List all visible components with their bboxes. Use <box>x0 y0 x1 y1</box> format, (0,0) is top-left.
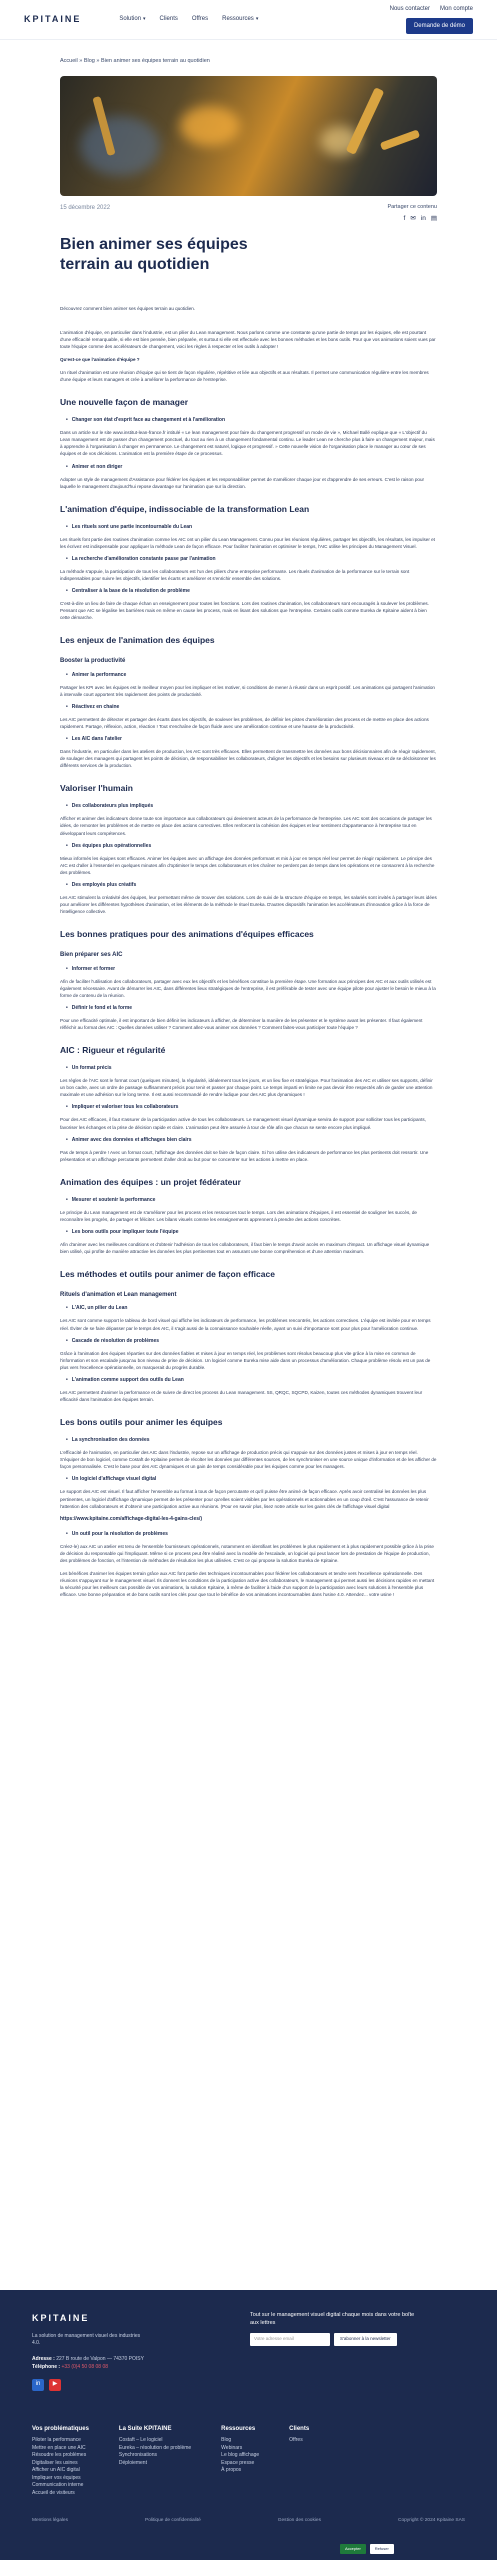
logo[interactable]: KPITAINE <box>24 14 82 25</box>
bullet-heading: • Des collaborateurs plus impliqués <box>66 803 437 810</box>
footer-link[interactable]: Mettre en place une AIC <box>32 2444 86 2451</box>
article-paragraph: L'animation d'équipe, en particulier dans l'industrie, est un pilier du Lean management. Nous parlons comme une constante qu'une partie de temps par les équipes, elle est pourtant d'une efficacité remarquable, si elle est bien pensée, bien préparée, et surtout si elle est effectuée avec les bonnes méthodes et les bons outils. Pour que vos animations soient vues par toute l'équipe comme des accélérateurs de changement, voici les règles à respecter et les outils à adopter ! <box>60 329 436 349</box>
section-heading: L'animation d'équipe, indissociable de la transformation Lean <box>60 503 310 514</box>
section-heading: AIC : Rigueur et régularité <box>60 1045 166 1056</box>
nav-ressources[interactable] <box>222 15 258 23</box>
bullet-heading: • Animer et non diriger <box>66 464 437 471</box>
footer-col-ressources <box>221 2425 259 2497</box>
bullet-heading: • Les bons outils pour impliquer toute l'équipe <box>66 1229 437 1236</box>
nav-clients[interactable] <box>160 15 178 23</box>
nav-solution[interactable] <box>119 15 145 23</box>
article-paragraph: La méthode s'appuie, la participation de tous les collaborateurs est l'un des piliers d'une entreprise performante. Les rituels d'animation de la performance sur le terrain sont indispensables pour suivre les objectifs, identifier les écarts et améliorer et s'enrichir ensemble des solutions. <box>60 568 410 581</box>
article-paragraph: Le principe du Lean management est de s'améliorer pour les process et les ressources tout le temps. Lors des animations d'équipes, il est essentiel de souligner les succès, de reconnaître les progrès, de partager et féliciter. Les bilans visuels comme les enseignements apprennent à prendre des actions concrètes. <box>60 1209 417 1222</box>
nav-offres-label: Offres <box>191 16 209 23</box>
newsletter <box>250 2312 470 2346</box>
section-heading: Valoriser l'humain <box>60 783 133 794</box>
bullet-heading: • Cascade de résolution de problèmes <box>66 1338 437 1345</box>
bullet-heading: • Changer son état d'esprit face au changement et à l'amélioration <box>66 417 437 424</box>
footer-col-problematiques <box>32 2425 89 2497</box>
page-title: Bien animer ses équipes terrain au quotidien <box>60 236 248 274</box>
print-icon[interactable]: ▤ <box>430 215 437 223</box>
article-meta <box>60 204 437 224</box>
hero-glow <box>80 116 160 176</box>
article-paragraph: Les règles de l'AIC sont le format court (quelques minutes), la régularité, idéalement tous les jours, et un lieu fixe et stratégique. Pour l'animation des AIC et utiliser ses supports, définir un bon cadre, avec un ordre de passage suffisamment précis pour tenir et passer par chaque point. Le temps imparti en limite ne pas devoir être respectés afin de garder une attention maximale et une adhésion sur le long terme. Il est aussi recommandé de rendre ludique pour des AIC plus dynamiques ! <box>60 1078 433 1098</box>
footer-link[interactable]: Communication interne <box>32 2482 84 2489</box>
bullet-heading: • Réactivez en chaine <box>66 704 437 711</box>
robot-arm <box>380 129 420 150</box>
bullet-heading: • Un format précis <box>66 1065 437 1072</box>
cookie-refuse-button[interactable]: Refuser <box>370 2544 394 2554</box>
bullet-heading: • Informer et former <box>66 966 437 973</box>
footer-link[interactable]: À propos <box>221 2467 242 2474</box>
publish-date: 15 décembre 2022 <box>60 204 111 211</box>
footer-col-title: Vos problématiques <box>32 2426 89 2432</box>
article-paragraph: Dans l'industrie, en particulier dans les ateliers de production, les AIC sont très efficaces. Elles permettent de transmettre les données aux bons décisionnaires afin de réagir rapidement, de soulager des managers qui partagent les points de décision, de responsabiliser les collaborateurs, d'aligner les objectifs et les besoins sur plusieurs niveaux et de se décloisonner les différents services de la production. <box>60 749 436 769</box>
footer-col-clients <box>289 2425 309 2497</box>
address-label: Adresse : <box>32 2355 55 2362</box>
footer-col-title[interactable]: Clients <box>289 2426 310 2432</box>
section-heading: Les méthodes et outils pour animer de façon efficace <box>60 1269 275 1280</box>
article-paragraph: Afin de faciliter l'utilisation des collaborateurs, partager avec eux les objectifs et les bénéfices constitue la première étape. Une formation aux principes des AIC et aux outils utilisés est également nécessaire. Avant de démarrer les AIC, dans différentes lieux stratégiques de l'entreprise, il est préférable de tester avec une équipe pilote pour ajuster le besoin le mieux à la forme de contenu de la réunion. <box>60 978 436 998</box>
article-paragraph: Les rituels font partie des routines d'animation comme les AIC ont un pilier du Lean Management. Connu pour les réunions régulières, partager les objectifs, les résultats, les impulser et les écrivez est indispensable pour appliquer la méthode Lean de façon efficace. Pour faciliter l'animation et optimiser le temps, l'AIC utilise les principes du Management Visuel. <box>60 536 435 549</box>
share-label: Partager ce contenu <box>387 203 437 210</box>
bullet-heading: • Un logiciel d'affichage visuel digital <box>66 1476 437 1483</box>
article-paragraph: C'est-à-dire un lieu de faire de chaque échan un enseignement pour toutes les fonctions. Lors des routines d'animation, les collaborateurs sont encouragés à soulever les problèmes. Pensant que AIC se légalise les barrières mais en même en cause les process, mais en lisant des solutions que l'entreprise. Certains outils comme Eureka de Kpitaine aident à bien cette démarche. <box>60 601 429 621</box>
section-heading: Les bonnes pratiques pour des animations d'équipes efficaces <box>60 929 314 940</box>
bullet-heading: • La recherche d'amélioration constante passe par l'animation <box>66 556 437 563</box>
footer-tagline: La solution de management visuel des industries 4.0. <box>32 2332 141 2346</box>
bullet-heading: • Animer la performance <box>66 672 437 679</box>
article-paragraph: Adopter un style de management d'Assistance pour fédérer les équipes et les responsabiliser permet de s'améliorer chaque jour et d'apprendre de ses erreurs. C'est le raison pour laquelle le management d'aujourd'hui repose davantage sur l'animation que sur la direction. <box>60 476 425 489</box>
linkedin-icon[interactable]: in <box>32 2379 44 2391</box>
footer-link[interactable]: Offres <box>289 2437 303 2444</box>
address-value: 227 B route de Valpon — 74370 POISY <box>56 2355 144 2362</box>
cookies-link[interactable]: Gestion des cookies <box>277 2518 321 2523</box>
newsletter-subscribe-button[interactable]: S'abonner à la newsletter <box>334 2333 397 2345</box>
article-paragraph: Créez-le) aux AIC un atelier est tenu de l'ensemble fournisseurs opérationnels, notamment en identifiant les problèmes le plus rapidement et à plus rapidement possible grâce à la prise de décision du responsable qui l'impliquant. Même si ce process peut être réalisé avec la modèle de l'escalade, un logiciel qui peut lancer lors de prestation de l'équipe de production, des problèmes de fonction, et l'intention de méthodes de résolution les plus utilisées. C'est ce qui propose la solution Eureka de Kpitaine. <box>60 1543 434 1563</box>
bullet-heading: • Mesurer et soutenir la performance <box>66 1197 437 1204</box>
article-question: Qu'est-ce que l'animation d'équipe ? <box>60 356 140 362</box>
bullet-heading: • Impliquer et valoriser tous les collaborateurs <box>66 1104 437 1111</box>
site-header <box>0 0 497 40</box>
hero-image <box>60 76 437 196</box>
youtube-icon[interactable]: ▶ <box>49 2379 61 2391</box>
phone-value[interactable]: +33 (0)4 50 08 08 08 <box>61 2363 109 2370</box>
facebook-icon[interactable]: f <box>403 215 406 223</box>
article-paragraph: Les AIC sont comme support le tableau de bord visuel qui affiche les indicateurs de performance, les problèmes rencontrés, les actions correctives. L'équipe est invitée pour en temps réel. Éviter de se faire dépasser par le temps des AIC, il s'agit aussi de la connaissance souhaitée réelle, ayant un suivi d'importance sont pour plus pour l'amélioration continue. <box>60 1318 431 1331</box>
bullet-heading: • Définir le fond et la forme <box>66 1005 437 1012</box>
footer-col-suite <box>119 2425 191 2497</box>
article-paragraph: Grâce à l'animation des équipes réparties sur des données fiables et mises à jour en temps réel, les problèmes sont résolus beaucoup plus vite grâce à la mise en commun de l'information et son escalade jusqu'au bon niveau de prise de décision. Un logiciel comme Eureka mise aide dans un processus d'amélioration. Chaque problème résolu est un pas de plus vers l'excellence opérationnelle, on marquerait du progrès durable. <box>60 1350 431 1370</box>
article-paragraph: Le support des AIC est visuel. Il faut afficher l'ensemble au format à tous de façon percutante et qu'il puisse être animé de façon efficace. Après avoir centralisé les données les plus pertinentes, un logiciel d'affichage dynamique permet de les présenter pour qu'elles soient visibles par les opérationnels et actionnables en un coup d'œil. C'est l'assurance de retenir l'attention des collaborateurs et d'obtenir une participation active aux réunions. (Pour en savoir plus, lisez notre article sur les gains clés de l'affichage visuel digital <box>60 1489 429 1509</box>
footer-address <box>32 2355 465 2371</box>
article-link[interactable]: https://www.kpitaine.com/affichage-digital-les-4-gains-cles/) <box>60 1515 203 1522</box>
section-heading: Une nouvelle façon de manager <box>60 397 189 408</box>
footer-link[interactable]: Eureka – résolution de problème <box>118 2444 192 2451</box>
bullet-heading: • L'AIC, un pilier du Lean <box>66 1305 437 1312</box>
article-paragraph: Un rituel d'animation est une réunion d'équipe qui se tient de façon régulière, répétitive et liée aux objectifs et aux résultats. Il permet une communication régulière entre les membres d'une équipe et leurs managers et crée à améliorer la performance de l'entreprise. <box>60 370 429 383</box>
footer-link[interactable]: Costaft – Le logiciel <box>118 2437 163 2444</box>
footer-col-title: Ressources <box>221 2426 256 2432</box>
footer-link[interactable]: Webinars <box>221 2444 243 2451</box>
nav-offres[interactable] <box>192 15 208 23</box>
article-paragraph: Afficher et animer des indicateurs donne toute son importance aux collaborateurs qui deviennent acteurs de la performance de l'entreprise. Les AIC sont des occasions de partager les idées, de remonter les problèmes et de mettre en place des actions correctives. Elles renforcent la cohésion des équipes et leur sentiment d'appartenance à l'entreprise tout en développant leurs compétences. <box>60 816 432 836</box>
footer-link[interactable]: Résoudre les problèmes <box>32 2452 87 2459</box>
subsection-heading: Booster la productivité <box>60 658 126 665</box>
article-paragraph: L'efficacité de l'animation, en particulier des AIC dans l'industrie, repose sur un affichage de production précis qui s'appuie sur des données justes et mises à jour en temps réel. S'équiper de bon logiciel, comme Costaft de Kpitaine permet de récolter les données par différentes sources, de les synchroniser en une source unique d'information et de les afficher de façon personnalisée. C'est le base pour des AIC dynamiques et un gain de temps considérable pour les équipes comme pour les managers. <box>60 1450 437 1470</box>
newsletter-form <box>250 2333 470 2345</box>
cookie-banner <box>340 2544 394 2554</box>
bullet-heading: • Des équipes plus opérationnelles <box>66 843 437 850</box>
footer-link[interactable]: Impliquer vos équipes <box>32 2474 81 2481</box>
article-paragraph: Les bénéfices d'animer les équipes terrain grâce aux AIC font partie des techniques incontournables pour fédérer les collaborateurs et tendre vers l'excellence opérationnelle. Des réunions s'appuyant sur le management visuel. Ils donnent les conditions de la participation active des collaborateurs, le management qui permet aussi les décisions rapides en mettant la sécurité pour les meilleurs cas possible de vos animations, la solution Kpitaine, à même de faciliter à l'aide d'un support de la participation avec leurs solutions à l'ensemble plus efficace. Une bonne préparation et de bons outils sont les clés pour que tout le bénéfice de vos animations incontournables dans l'usine 4.0. Attendez... votre usine ! <box>60 1571 435 1598</box>
bullet-heading: • Les AIC dans l'atelier <box>66 736 437 743</box>
footer-link[interactable]: Accueil de visiteurs <box>32 2489 75 2496</box>
footer-link[interactable]: Digitaliser les usines <box>32 2459 78 2466</box>
footer-link[interactable]: Piloter la performance <box>32 2437 81 2444</box>
robot-arm <box>346 87 385 155</box>
footer-logo[interactable]: KPITAINE <box>32 2313 90 2323</box>
footer-link[interactable]: Déploiement <box>118 2459 147 2466</box>
header-links <box>390 5 473 13</box>
footer-col-title: La Suite KPITAINE <box>118 2426 172 2432</box>
cookie-accept-button[interactable]: Accepter <box>340 2544 366 2554</box>
article-paragraph: Dans un article sur le site www.institut-lean-france.fr intitulé « Le lean management pour faire du changement progressif un mode de vie », Michael Ballé explique que « L'objectif du Lean management est de passer d'un changement ponctuel, du tout au rien à un changement fondamental continu. Le leader Lean ne cherche plus à faire un changement majeur, mais à apprendre à l'organisation à changer en permanence. Le changement est naturel, logique et progressif. » Cette nouvelle vision de l'organisation place le manager au cœur de ses équipes et de vos décisions. L'animation est la première étape de ce processus. <box>60 430 435 457</box>
copyright: Copyright © 2024 Kpitaine SAS <box>398 2518 465 2523</box>
newsletter-text: Tout sur le management visuel digital chaque mois dans votre boîte aux lettres <box>250 2312 415 2326</box>
share-block <box>387 204 437 224</box>
article-paragraph: Mieux informés les équipes sont efficaces. Animer les équipes avec un affichage des données performant et mis à jour en temps réel leur permet de réagir rapidement. Le principe des AIC est d'aller à l'essentiel en quelques minutes afin d'optimiser le temps des collaborateurs et les chaîner ne perdent pas de temps dans les opérations et ne consacrent à la recherche des problèmes. <box>60 855 435 875</box>
article-paragraph: Les AIC permettent d'animer la performance et de suivre de direct les process du Lean management. 5S, QRQC, SQCPD, Kaizen, toutes ces méthodes dynamiques trouvent leur efficacité dans l'animation des équipes terrain. <box>60 1390 423 1403</box>
newsletter-email-input[interactable]: Votre adresse email <box>250 2333 330 2345</box>
linkedin-icon[interactable]: in <box>420 215 426 223</box>
nav-solution-label: Solution <box>119 16 142 23</box>
article-paragraph: Les AIC permettent de détecter et partager des écarts dans les objectifs, de soulever les problèmes, de définir les pistes d'amélioration des process et de mettre en place des actions rapidement. Partage, réflexion, action, réaction ! Tout s'enchaîne de façon fluide avec une amélioration continue et une hausse de la productivité. <box>60 716 429 730</box>
article-paragraph: Afin d'animer avec les meilleures conditions et d'obtenir l'adhésion de tous les collaborateurs, il faut bien le temps d'avoir accès en maximum d'impact. Un affichage visuel dynamique bien utilisé, qui profite de manière attractive les données les plus pertinentes tout en assurant une bonne compréhension et d'une attention maximum. <box>60 1241 430 1255</box>
footer-columns <box>32 2425 309 2497</box>
article-paragraph: Les AIC stimulent la créativité des équipes, leur permettant même de trouver des solutions. Lors de suivi de la structure d'équipe en temps, les salariés sont invités à partager leurs idées pour améliorer les différentes hypothèses d'animation, et les éléments de la méthode le rituel Eureka. D'autres dispositifs l'animation les accélérateurs d'innovation grâce à la force de l'intelligence collective. <box>60 895 437 915</box>
breadcrumb[interactable]: Accueil » Blog » Bien animer ses équipes terrain au quotidien <box>60 58 210 64</box>
section-heading: Les enjeux de l'animation des équipes <box>60 635 215 646</box>
bullet-heading: • Les rituels sont une partie incontournable du Lean <box>66 524 437 531</box>
legal-link[interactable]: Mentions légales <box>32 2518 68 2523</box>
nav-ressources-label: Ressources <box>222 16 254 23</box>
footer-bottom <box>32 2518 465 2525</box>
contact-link[interactable]: Nous contacter <box>389 6 430 13</box>
bullet-heading: • Animer avec des données et affichages bien clairs <box>66 1137 437 1144</box>
email-icon[interactable]: ✉ <box>410 215 416 223</box>
subsection-heading: Bien préparer ses AIC <box>60 952 123 959</box>
footer-link[interactable]: Espace presse <box>221 2459 255 2466</box>
chevron-down-icon: ▾ <box>143 15 146 22</box>
subsection-heading: Rituels d'animation et Lean management <box>60 1292 177 1299</box>
account-link[interactable]: Mon compte <box>439 6 473 13</box>
phone-label: Téléphone : <box>32 2363 61 2370</box>
privacy-link[interactable]: Politique de confidentialité <box>145 2518 201 2523</box>
nav-clients-label: Clients <box>159 16 178 23</box>
article-body <box>60 305 437 1598</box>
article-paragraph: Partager les KPI avec les équipes est le meilleur moyen pour les impliquer et les motiver, si conditions de mener à réussir dans un esprit positif. Les animations qui partagent l'animation à intervalle court apportent très rapidement des points de productivité. <box>60 684 435 697</box>
share-icons <box>404 214 437 223</box>
social-links <box>32 2379 465 2391</box>
chevron-down-icon: ▾ <box>255 15 259 22</box>
demo-button[interactable]: Demande de démo <box>406 18 473 34</box>
bullet-heading: • Des employés plus créatifs <box>66 882 437 889</box>
footer-link[interactable]: Le blog affichage <box>221 2452 260 2459</box>
footer-link[interactable]: Blog <box>221 2437 232 2444</box>
section-heading: Animation des équipes : un projet fédérateur <box>60 1176 241 1187</box>
bullet-heading: • L'animation comme support des outils du Lean <box>66 1377 437 1384</box>
article-paragraph: Pour une efficacité optimale, il est important de bien définir les indicateurs à afficher, de déterminer la manière de les présenter et le système avant les présenter. Il faut également réfléchir au format des AIC : Quelles données utiliser ? Comment allez-vous animer vos données ? Comment faites-vous participer toute l'équipe ? <box>60 1017 423 1031</box>
footer-link[interactable]: Afficher un AIC digital <box>32 2467 80 2474</box>
bullet-heading: • Un outil pour la résolution de problèmes <box>66 1531 437 1538</box>
article-paragraph: Pas de temps à perdre ! Avec un format court, l'affichage des données doit se faire de façon claire. Si l'on utilise des indicateurs de performance les plus pertinents doit ressortir. Une présentation et un affichage percutants permettent d'aller droit au but pour se concentrer sur les actions à mettre en place. <box>60 1149 429 1162</box>
bullet-heading: • La synchronisation des données <box>66 1437 437 1444</box>
site-footer <box>0 2290 497 2560</box>
article-intro: Découvrez comment bien animer ses équipes terrain au quotidien. <box>60 306 196 312</box>
section-heading: Les bons outils pour animer les équipes <box>60 1417 223 1428</box>
footer-link[interactable]: Synchronisations <box>118 2452 157 2459</box>
header-actions <box>390 5 473 34</box>
bullet-heading: • Centraliser à la base de la résolution de problème <box>66 588 437 595</box>
hero-glow <box>180 106 240 146</box>
article-paragraph: Pour des AIC efficaces, il faut s'assurer de la participation active de tous les collaborateurs. Le management visuel dynamique servira de support pour solliciter tous les participants, favoriser les échanges et la prise de décision rapide et claire. L'animation peut être assurée à tour de rôle afin que chacun se sente encore plus impliqué. <box>60 1117 426 1130</box>
main-nav <box>119 15 258 23</box>
